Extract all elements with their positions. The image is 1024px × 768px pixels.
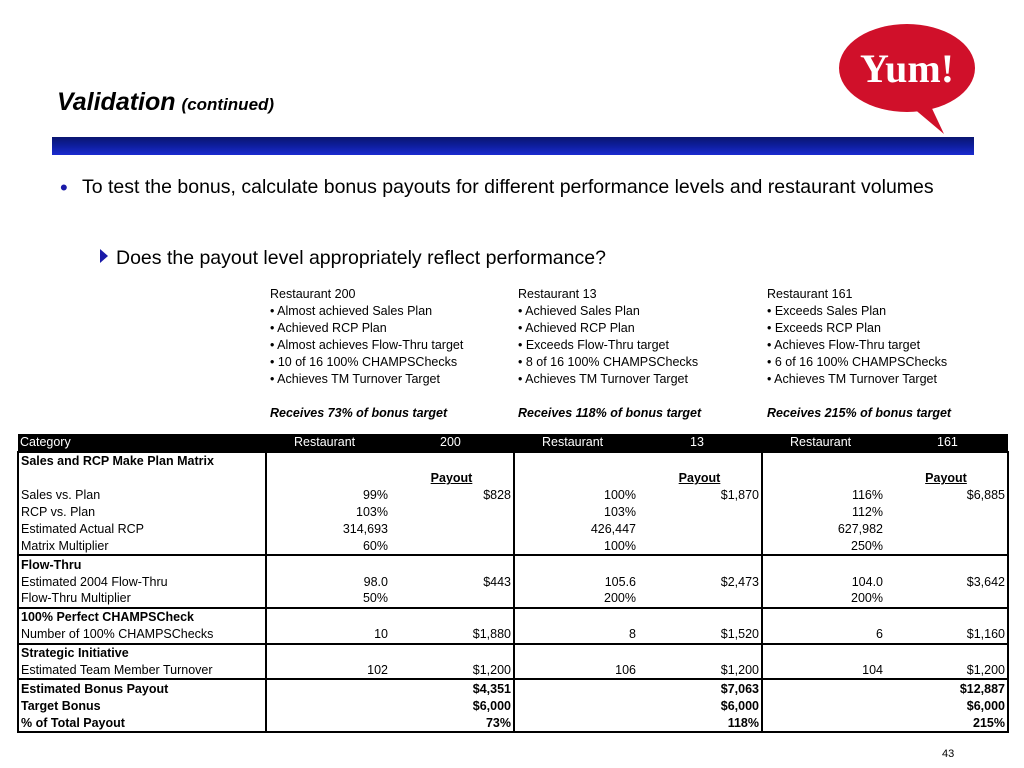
cell-payout: $1,520 bbox=[638, 626, 762, 644]
summary-point: • Achieves TM Turnover Target bbox=[518, 372, 688, 386]
total-row bbox=[18, 679, 1008, 697]
logo-text: Yum! bbox=[859, 46, 955, 91]
cell-payout: $828 bbox=[390, 487, 514, 504]
cell-payout: $4,351 bbox=[390, 679, 514, 697]
summary-point: • Achieved RCP Plan bbox=[270, 321, 387, 335]
title-divider-bar bbox=[52, 137, 974, 155]
cell-payout: $7,063 bbox=[638, 679, 762, 697]
cell-value bbox=[266, 697, 390, 714]
table-row bbox=[18, 590, 1008, 608]
cell-value: 116% bbox=[851, 488, 883, 503]
title-subtitle: (continued) bbox=[181, 95, 275, 114]
summary-point: • Almost achieved Sales Plan bbox=[270, 304, 433, 318]
triangle-bullet-icon bbox=[100, 249, 108, 263]
summary-point: • Achieves TM Turnover Target bbox=[767, 372, 937, 386]
cell-payout: $6,885 bbox=[885, 487, 1008, 504]
restaurant-name: Restaurant 13 bbox=[518, 287, 597, 301]
summary-point: • 6 of 16 100% CHAMPSChecks bbox=[767, 355, 948, 369]
cell-payout: 215% bbox=[885, 714, 1008, 732]
summary-point: • Achieves Flow-Thru target bbox=[767, 338, 921, 352]
cell-payout bbox=[638, 537, 762, 555]
table-row bbox=[18, 487, 1008, 504]
section-title: 100% Perfect CHAMPSCheck bbox=[18, 608, 266, 626]
cell-payout: $443 bbox=[390, 573, 514, 590]
row-label: Matrix Multiplier bbox=[18, 537, 266, 555]
cell-value bbox=[762, 697, 885, 714]
row-label: Estimated Bonus Payout bbox=[18, 679, 266, 697]
row-label: Estimated Team Member Turnover bbox=[18, 662, 266, 680]
cell-payout: $1,880 bbox=[390, 626, 514, 644]
cell-payout: $12,887 bbox=[885, 679, 1008, 697]
cell-value bbox=[514, 679, 638, 697]
sub-bullet-text: Does the payout level appropriately reflect performance? bbox=[116, 247, 606, 269]
section-title: Strategic Initiative bbox=[18, 644, 266, 662]
payout-header-row bbox=[18, 470, 1008, 487]
cell-payout: 73% bbox=[390, 714, 514, 732]
header-restaurant-number: 13 bbox=[638, 434, 762, 452]
restaurant-name: Restaurant 200 bbox=[270, 287, 356, 301]
row-label: Estimated 2004 Flow-Thru bbox=[18, 573, 266, 590]
cell-value: 200% bbox=[604, 591, 636, 606]
table-row bbox=[18, 520, 1008, 537]
cell-payout: $6,000 bbox=[638, 697, 762, 714]
total-row bbox=[18, 714, 1008, 732]
cell-payout bbox=[390, 537, 514, 555]
section-row bbox=[18, 452, 1008, 470]
row-label: Flow-Thru Multiplier bbox=[18, 590, 266, 608]
receives-text: Receives 215% of bonus target bbox=[767, 406, 952, 420]
cell-value: 103% bbox=[604, 505, 636, 519]
cell-payout: $1,200 bbox=[390, 662, 514, 680]
table-row bbox=[18, 626, 1008, 644]
table-row bbox=[18, 662, 1008, 680]
page-number: 43 bbox=[942, 748, 955, 760]
cell-value: 104 bbox=[862, 663, 883, 678]
main-bullet bbox=[60, 174, 940, 201]
summary-point: • Achieves TM Turnover Target bbox=[270, 372, 440, 386]
main-bullet-text: To test the bonus, calculate bonus payouts for different performance levels and restaurant volumes bbox=[82, 176, 934, 198]
summary-point: • Almost achieves Flow-Thru target bbox=[270, 338, 464, 352]
cell-payout: $3,642 bbox=[885, 573, 1008, 590]
cell-value: 314,693 bbox=[342, 521, 388, 536]
summary-point: • 10 of 16 100% CHAMPSChecks bbox=[270, 355, 458, 369]
summary-point: • Achieved Sales Plan bbox=[518, 304, 640, 318]
bonus-table bbox=[17, 434, 1007, 733]
summary-point: • Exceeds RCP Plan bbox=[767, 321, 881, 335]
summary-point: • 8 of 16 100% CHAMPSChecks bbox=[518, 355, 699, 369]
cell-value: 104.0 bbox=[851, 574, 883, 589]
cell-payout bbox=[390, 504, 514, 521]
cell-payout bbox=[885, 504, 1008, 521]
total-row bbox=[18, 697, 1008, 714]
cell-value: 100% bbox=[604, 488, 636, 503]
cell-value bbox=[762, 679, 885, 697]
cell-value: 200% bbox=[851, 591, 883, 606]
header-category: Category bbox=[18, 434, 266, 452]
cell-value: 112% bbox=[851, 505, 883, 519]
cell-payout bbox=[885, 537, 1008, 555]
restaurant-summary-200 bbox=[270, 286, 515, 422]
slide-title bbox=[57, 88, 274, 117]
header-restaurant-number: 161 bbox=[885, 434, 1008, 452]
cell-value: 102 bbox=[367, 663, 388, 678]
cell-payout bbox=[638, 590, 762, 608]
cell-value bbox=[514, 697, 638, 714]
row-label: Estimated Actual RCP bbox=[18, 520, 266, 537]
header-restaurant-label: Restaurant bbox=[514, 434, 638, 452]
section-row bbox=[18, 608, 1008, 626]
restaurant-summary-161 bbox=[767, 286, 1012, 422]
table-row bbox=[18, 573, 1008, 590]
sub-bullet bbox=[100, 247, 606, 270]
cell-value: 627,982 bbox=[837, 521, 883, 536]
cell-value: 6 bbox=[876, 627, 883, 642]
summary-point: • Exceeds Flow-Thru target bbox=[518, 338, 669, 352]
cell-value: 106 bbox=[615, 663, 636, 678]
cell-payout bbox=[390, 590, 514, 608]
header-restaurant-label: Restaurant bbox=[762, 434, 885, 452]
section-row bbox=[18, 555, 1008, 573]
cell-payout bbox=[885, 520, 1008, 537]
cell-value: 426,447 bbox=[590, 521, 636, 536]
cell-payout: $6,000 bbox=[885, 697, 1008, 714]
row-label: Sales vs. Plan bbox=[18, 487, 266, 504]
receives-text: Receives 118% of bonus target bbox=[518, 406, 702, 420]
cell-value: 10 bbox=[374, 627, 388, 642]
cell-payout: $2,473 bbox=[638, 573, 762, 590]
cell-value bbox=[266, 679, 390, 697]
row-label: RCP vs. Plan bbox=[18, 504, 266, 521]
payout-label: Payout bbox=[885, 470, 1008, 487]
cell-value: 50% bbox=[362, 591, 388, 606]
bullet-dot-icon: • bbox=[60, 175, 68, 200]
cell-payout: $1,870 bbox=[638, 487, 762, 504]
cell-value: 99% bbox=[362, 488, 388, 503]
summary-point: • Achieved RCP Plan bbox=[518, 321, 635, 335]
yum-logo bbox=[836, 22, 978, 134]
section-title: Flow-Thru bbox=[18, 555, 266, 573]
cell-payout bbox=[638, 504, 762, 521]
restaurant-summary-13 bbox=[518, 286, 763, 422]
cell-value: 60% bbox=[362, 538, 388, 553]
cell-value bbox=[762, 714, 885, 732]
section-title: Sales and RCP Make Plan Matrix bbox=[18, 452, 266, 470]
cell-payout bbox=[390, 520, 514, 537]
header-restaurant-number: 200 bbox=[390, 434, 514, 452]
cell-payout: $1,160 bbox=[885, 626, 1008, 644]
cell-value bbox=[266, 714, 390, 732]
cell-value bbox=[514, 714, 638, 732]
receives-text: Receives 73% of bonus target bbox=[270, 406, 448, 420]
cell-payout bbox=[638, 520, 762, 537]
payout-label: Payout bbox=[638, 470, 762, 487]
cell-value: 100% bbox=[604, 538, 636, 553]
header-restaurant-label: Restaurant bbox=[266, 434, 390, 452]
cell-payout: 118% bbox=[638, 714, 762, 732]
payout-label: Payout bbox=[390, 470, 514, 487]
cell-payout: $6,000 bbox=[390, 697, 514, 714]
restaurant-name: Restaurant 161 bbox=[767, 287, 853, 301]
table-row bbox=[18, 504, 1008, 521]
cell-payout: $1,200 bbox=[638, 662, 762, 680]
table-row bbox=[18, 537, 1008, 555]
cell-value: 250% bbox=[851, 538, 883, 553]
title-main: Validation bbox=[57, 88, 176, 116]
section-row bbox=[18, 644, 1008, 662]
cell-value: 105.6 bbox=[604, 574, 636, 589]
cell-payout bbox=[885, 590, 1008, 608]
row-label: % of Total Payout bbox=[18, 714, 266, 732]
cell-value: 8 bbox=[629, 627, 636, 642]
cell-value: 103% bbox=[356, 505, 388, 519]
cell-payout: $1,200 bbox=[885, 662, 1008, 680]
table-header-row bbox=[18, 434, 1008, 452]
cell-value: 98.0 bbox=[363, 574, 388, 589]
row-label: Target Bonus bbox=[18, 697, 266, 714]
summary-point: • Exceeds Sales Plan bbox=[767, 304, 887, 318]
row-label: Number of 100% CHAMPSChecks bbox=[18, 626, 266, 644]
